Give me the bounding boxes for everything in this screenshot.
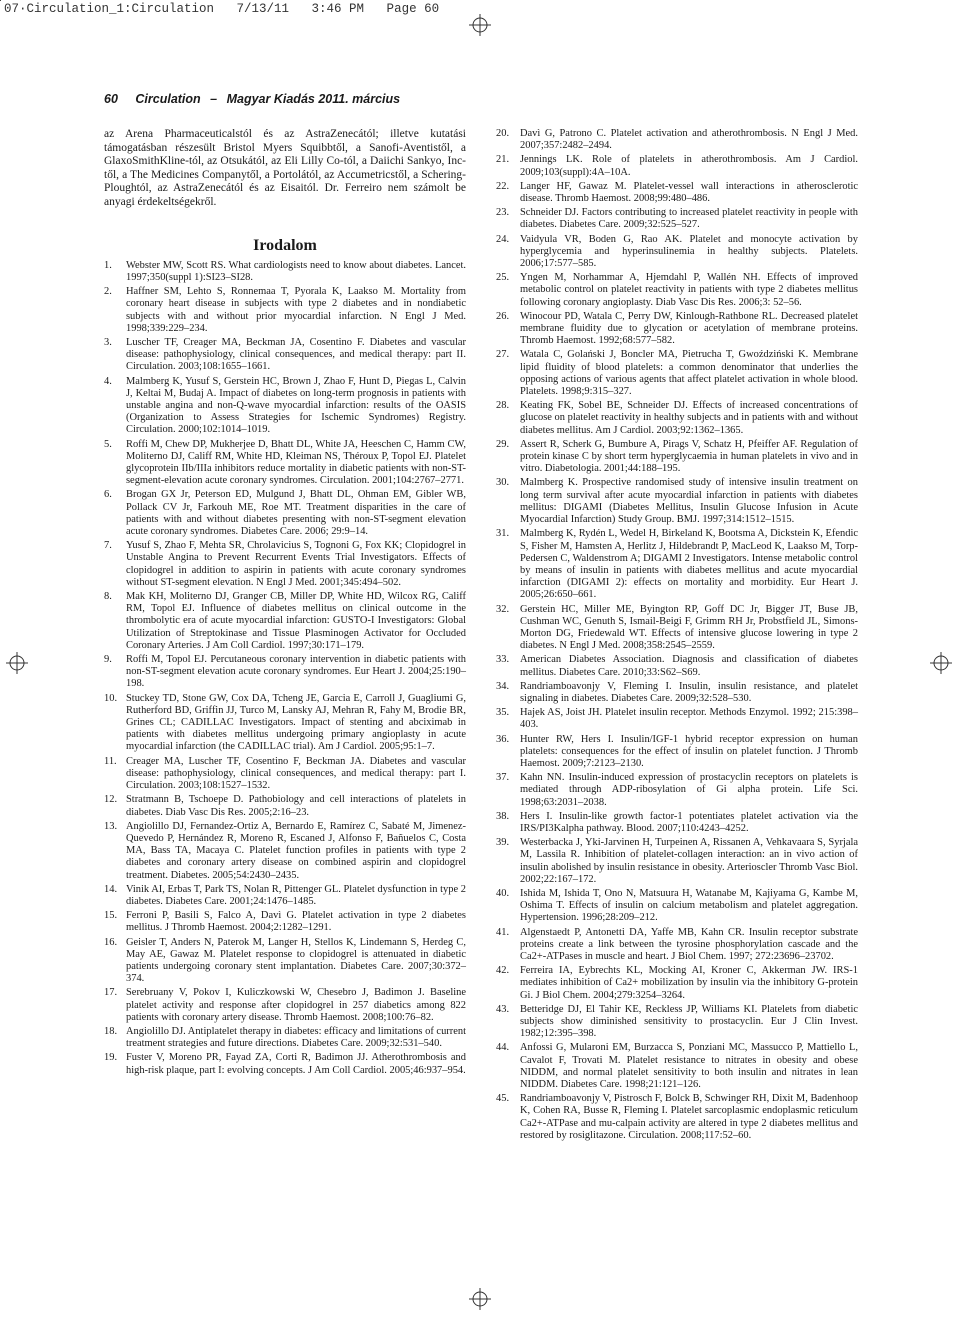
reference-number: 6. <box>104 489 112 501</box>
crop-mark-top-left <box>0 0 1 1</box>
reference-item <box>496 811 858 835</box>
reference-text: Anfossi G, Mularoni EM, Burzacca S, Ponziani MC, Massucco P, Mattiello L, Cavalot F, Trovati M. Platelet resistance to nitrates in obesity and obese NIDDM, and normal platelet sensitivity to both insulin and nitrates in lean NIDDM. Diabetes Care. 1998;21:121–126. <box>520 1042 858 1091</box>
reference-item <box>496 439 858 476</box>
reference-text: Yusuf S, Zhao F, Mehta SR, Chrolavicius S, Tognoni G, Fox KK; Clopidogrel in Unstable Angina to Prevent Recurrent Events Trial Investigators. Effects of clopidogrel in addition to aspirin in patients with acute coronary syndromes without ST-segment elevation. N Engl J Med. 2001;345:494–502. <box>126 540 466 588</box>
reference-number: 1. <box>104 259 112 271</box>
reference-number: 35. <box>496 707 510 719</box>
reference-text: Creager MA, Luscher TF, Cosentino F, Beckman JA. Diabetes and vascular disease: pathophysiology, clinical consequences, and medical therapy: part I. Circulation. 2003;108:1527–1532. <box>126 755 466 792</box>
journal-name: Circulation <box>135 92 201 106</box>
reference-number: 14. <box>104 883 118 895</box>
reference-item <box>496 681 858 705</box>
reference-number: 33. <box>496 654 510 666</box>
header-dash: – <box>210 92 218 106</box>
reference-number: 19. <box>104 1052 118 1064</box>
registration-mark-right <box>930 652 952 674</box>
reference-text: Fuster V, Moreno PR, Fayad ZA, Corti R, Badimon JJ. Atherothrombosis and high-risk plaque, part I: evolving concepts. J Am Coll Cardiol. 2005;46:937–954. <box>126 1052 466 1076</box>
reference-number: 13. <box>104 820 118 832</box>
reference-number: 34. <box>496 680 510 692</box>
reference-number: 43. <box>496 1003 510 1015</box>
reference-text: Hajek AS, Joist JH. Platelet insulin receptor. Methods Enzymol. 1992; 215:398–403. <box>520 707 858 731</box>
reference-item <box>496 528 858 601</box>
reference-item <box>496 272 858 309</box>
reference-number: 42. <box>496 965 510 977</box>
reference-item <box>104 489 466 538</box>
reference-number: 36. <box>496 733 510 745</box>
reference-number: 17. <box>104 987 118 999</box>
reference-item <box>104 821 466 882</box>
reference-item <box>104 376 466 437</box>
reference-item <box>104 910 466 934</box>
reference-text: Algenstaedt P, Antonetti DA, Yaffe MB, Kahn CR. Insulin receptor substrate proteins create a link between the tyrosine phosphorylation cascade and the Ca2+-ATPases in muscle and heart. J Biol Chem. 1997; 272:23696–23702. <box>520 926 858 962</box>
reference-number: 9. <box>104 654 112 666</box>
reference-text: Randriamboavonjy V, Fleming I. Insulin, insulin resistance, and platelet signaling in diabetes. Diabetes Care. 2009;32:528–530. <box>520 680 858 704</box>
reference-number: 24. <box>496 233 510 245</box>
page-number: 60 <box>104 92 118 106</box>
publisher-edition: Magyar Kiadás 2011. március <box>226 92 401 106</box>
reference-number: 8. <box>104 591 112 603</box>
reference-text: Geisler T, Anders N, Paterok M, Langer H, Stellos K, Lindemann S, Herdeg C, May AE, Gawaz M. Platelet response to clopidogrel is attenuated in diabetic patients undergoing coronary stent implantation. Diabetes Care. 2007;30:372–374. <box>126 936 466 985</box>
reference-item <box>104 654 466 691</box>
reference-item <box>104 540 466 589</box>
reference-text: Winocour PD, Watala C, Perry DW, Kinlough-Rathbone RL. Decreased platelet membrane fluidity due to glycation or acetylation of membrane proteins. Thromb Haemost. 1992;68:577–582. <box>520 310 858 347</box>
reference-text: Hers I. Insulin-like growth factor-1 potentiates platelet activation via the IRS/PI3Kalpha pathway. Blood. 2007;110:4243–4252. <box>520 810 858 834</box>
reference-number: 16. <box>104 936 118 948</box>
registration-mark-top <box>469 14 491 36</box>
reference-text: Stuckey TD, Stone GW, Cox DA, Tcheng JE, Garcia E, Carroll J, Guagliumi G, Rutherford BD, Griffin JJ, Turco M, Lansky AJ, Mehran R, Fahy M, Brodie BR, Grines CL; CADILLAC Investigators. Impact of stenting and abciximab in patients with diabetes mellitus undergoing primary angioplasty in acute myocardial infarction (the CADILLAC trial). Am J Cardiol. 2005;95:1–7. <box>126 692 466 753</box>
reference-number: 11. <box>104 755 117 767</box>
reference-text: Jennings LK. Role of platelets in atherothrombosis. Am J Cardiol. 2009;103(suppl):4A–10A. <box>520 154 858 178</box>
reference-item <box>496 400 858 437</box>
reference-item <box>496 654 858 678</box>
reference-text: Kahn NN. Insulin-induced expression of prostacyclin receptors on platelets is mediated through ADP-ribosylation of Gi alpha protein. Life Sci. 1998;63:2031–2038. <box>520 772 858 808</box>
reference-number: 21. <box>496 154 510 166</box>
reference-text: Angiolillo DJ. Antiplatelet therapy in diabetes: efficacy and limitations of current treatment strategies and future directions. Diabetes Care. 2009;32:531–540. <box>126 1025 466 1050</box>
reference-number: 2. <box>104 286 112 298</box>
reference-number: 15. <box>104 910 118 922</box>
reference-number: 5. <box>104 438 112 450</box>
registration-mark-bottom <box>469 1288 491 1310</box>
reference-text: Serebruany V, Pokov I, Kuliczkowski W, Chesebro J, Badimon J. Baseline platelet activity and response after clopidogrel in 257 diabetics among 822 patients with coronary artery disease. Thromb Haemost. 2008;100:76–82. <box>126 987 466 1023</box>
reference-item <box>496 604 858 653</box>
reference-item <box>104 1052 466 1076</box>
reference-item <box>104 756 466 793</box>
reference-item <box>496 888 858 925</box>
reference-text: Vaidyula VR, Boden G, Rao AK. Platelet and monocyte activation by hyperglycemia and hyperinsulinemia in healthy subjects. Platelets. 2006;17:577–585. <box>520 233 858 270</box>
reference-item <box>496 477 858 526</box>
reference-text: Malmberg K, Rydén L, Wedel H, Birkeland K, Bootsma A, Dickstein K, Efendic S, Fisher M, Hamsten A, Herlitz J, Hildebrandt P, MacLeod K, Laakso M, Torp-Pedersen C, Waldenstrom A; DIGAMI 2 Investigators. Intense metabolic control by means of insulin in patients with diabetes mellitus and acute myocardial infarction (DIGAMI 2): effects on mortality and morbidity. Eur Heart J. 2005;26:650–661. <box>520 528 858 601</box>
references-heading: Irodalom <box>253 236 317 254</box>
reference-number: 32. <box>496 603 510 615</box>
reference-item <box>496 207 858 231</box>
reference-item <box>496 128 858 152</box>
reference-text: Webster MW, Scott RS. What cardiologists need to know about diabetes. Lancet. 1997;350(suppl 1):SI23–SI28. <box>126 259 466 283</box>
print-slug: 07·Circulation_1:Circulation 7/13/11 3:46 PM Page 60 <box>4 2 440 16</box>
reference-item <box>496 181 858 205</box>
registration-mark-left <box>6 652 28 674</box>
reference-number: 31. <box>496 528 510 540</box>
reference-item <box>496 1042 858 1091</box>
reference-item <box>496 1093 858 1142</box>
reference-text: Yngen M, Norhammar A, Hjemdahl P, Wallén NH. Effects of improved metabolic control on platelet reactivity in patients with type 2 diabetes mellitus following coronary angioplasty. Diab Vasc Dis Res. 2006;3: 52–56. <box>520 272 858 308</box>
reference-text: Roffi M, Topol EJ. Percutaneous coronary intervention in diabetic patients with non-ST-segment elevation acute coronary syndromes. Eur Heart J. 2004;25:190–198. <box>126 654 466 690</box>
reference-number: 38. <box>496 810 510 822</box>
reference-item <box>104 260 466 284</box>
reference-text: Haffner SM, Lehto S, Ronnemaa T, Pyorala K, Laakso M. Mortality from coronary heart disease in subjects with type 2 diabetes and in nondiabetic subjects with and without prior myocardial infarction. N Engl J Med. 1998;339:229–234. <box>126 286 466 334</box>
reference-item <box>496 707 858 731</box>
reference-number: 22. <box>496 180 510 192</box>
reference-text: Ferroni P, Basili S, Falco A, Davì G. Platelet activation in type 2 diabetes mellitus. J Thromb Haemost. 2004;2:1282–1291. <box>126 910 466 934</box>
reference-number: 4. <box>104 375 112 387</box>
reference-text: Westerbacka J, Yki-Jarvinen H, Turpeinen A, Rissanen A, Vehkavaara S, Syrjala M, Lassila R. Inhibition of platelet-collagen interaction: an in vivo action of insulin abolished by insulin resistance in obesity. Arterioscler Thromb Vasc Biol. 2002;22:167–172. <box>520 837 858 885</box>
reference-text: Mak KH, Moliterno DJ, Granger CB, Miller DP, White HD, Wilcox RG, Califf RM, Topol EJ. Influence of diabetes mellitus on clinical outcome in the thrombolytic era of acute myocardial infarction: GUSTO-I Investigators: Global Utilization of Streptokinase and Tissue Plasminogen Activator for Occluded Coronary Arteries. J Am Coll Cardiol. 1997;30:171–179. <box>126 591 466 651</box>
reference-number: 20. <box>496 128 510 139</box>
reference-item <box>496 349 858 398</box>
reference-text: American Diabetes Association. Diagnosis and classification of diabetes mellitus. Diabetes Care. 2010;33:S62–S69. <box>520 654 858 678</box>
reference-text: Keating FK, Sobel BE, Schneider DJ. Effects of increased concentrations of glucose on platelet reactivity in healthy subjects and in patients with and without diabetes mellitus. Am J Cardiol. 2003;92:1362–1365. <box>520 400 858 436</box>
reference-item <box>496 927 858 964</box>
reference-text: Langer HF, Gawaz M. Platelet-vessel wall interactions in atherosclerotic disease. Thromb Haemost. 2008;99:480–486. <box>520 180 858 205</box>
reference-item <box>104 987 466 1024</box>
reference-item <box>104 693 466 754</box>
reference-number: 44. <box>496 1042 510 1054</box>
left-column <box>104 128 466 1079</box>
reference-item <box>496 1004 858 1041</box>
reference-number: 7. <box>104 540 112 552</box>
reference-text: Ferreira IA, Eybrechts KL, Mocking AI, Kroner C, Akkerman JW. IRS-1 mediates inhibition of Ca2+ mobilization by insulin via the inhibitory G-protein Gi. J Biol Chem. 2004;279:3254–3264. <box>520 965 858 1001</box>
reference-item <box>496 311 858 348</box>
reference-number: 41. <box>496 926 510 938</box>
reference-text: Randriamboavonjy V, Pistrosch F, Bolck B, Schwinger RH, Dixit M, Badenhoop K, Cohen RA, Busse R, Fleming I. Platelet sarcoplasmic endoplasmic reticulum Ca2+-ATPase and mu-calpain activity are altered in type 2 diabetes mellitus and restored by rosiglitazone. Circulation. 2008;117:52–60. <box>520 1093 858 1141</box>
reference-number: 37. <box>496 772 510 784</box>
reference-text: Schneider DJ. Factors contributing to increased platelet reactivity in people with diabetes. Diabetes Care. 2009;32:525–527. <box>520 207 858 231</box>
reference-number: 30. <box>496 477 510 489</box>
disclosure-paragraph: az Arena Pharmaceuticalstól és az AstraZenecától; illetve kutatási támogatásban részesült Bristol Myers Squibbtől, a Sanofi-Aventistől, a GlaxoSmithKline-tól, az Otsukától, az Eli Lilly Co-tól, a Daiichi Sankyo, Inc-től, a The Medicines Companytől, a Portolától, az Accumetricstől, a Schering-Ploughtól, az AstraZenecától és az Eisaitól. Dr. Ferreiro nem számolt be anyagi érdekeltségekről. <box>104 128 466 208</box>
reference-item <box>104 439 466 488</box>
reference-text: Watala C, Golański J, Boncler MA, Pietrucha T, Gwoździński K. Membrane lipid fluidity of blood platelets: a common denominator that underlies the opposing actions of various agents that affect platelet activation in whole blood. Platelets. 1998;9:315–327. <box>520 349 858 398</box>
reference-text: Roffi M, Chew DP, Mukherjee D, Bhatt DL, White JA, Heeschen C, Hamm CW, Moliterno DJ, Califf RM, White HD, Kleiman NS, Théroux P, Topol EJ. Platelet glycoprotein IIb/IIIa inhibitors reduce mortality in diabetic patients with non-ST-segment-elevation acute coronary syndromes. Circulation. 2001;104:2767–2771. <box>126 438 466 487</box>
reference-item <box>104 794 466 818</box>
reference-number: 10. <box>104 692 118 704</box>
reference-number: 25. <box>496 272 510 284</box>
reference-item <box>104 937 466 986</box>
reference-text: Luscher TF, Creager MA, Beckman JA, Cosentino F. Diabetes and vascular disease: pathophysiology, clinical consequences, and medical therapy: part II. Circulation. 2003;108:1655–1661. <box>126 336 466 373</box>
reference-number: 39. <box>496 837 510 849</box>
reference-number: 29. <box>496 438 510 450</box>
reference-text: Angiolillo DJ, Fernandez-Ortiz A, Bernardo E, Ramírez C, Sabaté M, Jimenez-Quevedo P, Hernández R, Moreno R, Escaned J, Alfonso F, Bañuelos C, Costa MA, Bass TA, Macaya C. Platelet function profiles in patients with type 2 diabetes and coronary artery disease on combined aspirin and clopidogrel treatment. Diabetes. 2005;54:2430–2435. <box>126 820 466 881</box>
reference-text: Gerstein HC, Miller ME, Byington RP, Goff DC Jr, Bigger JT, Buse JB, Cushman WC, Genuth S, Ismail-Beigi F, Grimm RH Jr, Probstfield JL, Simons-Morton DG, Friedewald WT. Effects of intensive glucose lowering in type 2 diabetes. N Engl J Med. 2008;358:2545–2559. <box>520 603 858 652</box>
reference-item <box>104 286 466 335</box>
reference-item <box>496 772 858 809</box>
reference-text: Hunter RW, Hers I. Insulin/IGF-1 hybrid receptor expression on human platelets: consequences for the effect of insulin on platelet function. J Thromb Haemost. 2009;7:2123–2130. <box>520 733 858 769</box>
reference-item <box>104 337 466 374</box>
right-column <box>496 128 858 1144</box>
reference-item <box>496 734 858 771</box>
reference-number: 45. <box>496 1093 510 1105</box>
reference-number: 26. <box>496 310 510 322</box>
reference-number: 23. <box>496 207 510 219</box>
reference-text: Davì G, Patrono C. Platelet activation and atherothrombosis. N Engl J Med. 2007;357:2482–2494. <box>520 128 858 152</box>
reference-number: 18. <box>104 1025 118 1037</box>
reference-list-left <box>104 260 466 1077</box>
reference-text: Betteridge DJ, El Tahir KE, Reckless JP, Williams KI. Platelets from diabetic subjects show diminished sensitivity to prostacyclin. Eur J Clin Invest. 1982;12:395–398. <box>520 1003 858 1040</box>
reference-list-right <box>496 128 858 1142</box>
reference-text: Malmberg K, Yusuf S, Gerstein HC, Brown J, Zhao F, Hunt D, Piegas L, Calvin J, Keltai M, Budaj A. Impact of diabetes on long-term prognosis in patients with unstable angina and non-Q-wave myocardial infarction: results of the OASIS (Organization to Assess Strategies for Ischemic Syndromes) Registry. Circulation. 2000;102:1014–1019. <box>126 375 466 436</box>
reference-text: Ishida M, Ishida T, Ono N, Matsuura H, Watanabe M, Kajiyama G, Kambe M, Oshima T. Effects of insulin on calcium metabolism and platelet aggregation. Hypertension. 1996;28:209–212. <box>520 887 858 924</box>
reference-number: 3. <box>104 336 112 348</box>
reference-number: 28. <box>496 400 510 412</box>
reference-text: Brogan GX Jr, Peterson ED, Mulgund J, Bhatt DL, Ohman EM, Gibler WB, Pollack CV Jr, Farkouh ME, Roe MT. Treatment disparities in the care of patients with and without diabetes presenting with non-ST-segment elevation acute coronary syndromes. Diabetes Care. 2006; 29:9–14. <box>126 489 466 538</box>
reference-item <box>496 154 858 178</box>
reference-text: Malmberg K. Prospective randomised study of intensive insulin treatment on long term survival after acute myocardial infarction in patients with diabetes mellitus: DIGAMI (Diabetes Mellitus, Insulin Glucose Infusion in Acute Myocardial Infarction) Study Group. BMJ. 1997;314:1512–1515. <box>520 477 858 526</box>
reference-item <box>496 965 858 1002</box>
reference-item <box>104 884 466 908</box>
reference-number: 12. <box>104 794 118 806</box>
reference-number: 40. <box>496 887 510 899</box>
reference-text: Vinik AI, Erbas T, Park TS, Nolan R, Pittenger GL. Platelet dysfunction in type 2 diabetes. Diabetes Care. 2001;24:1476–1485. <box>126 883 466 907</box>
reference-number: 27. <box>496 349 510 361</box>
reference-item <box>104 591 466 652</box>
reference-item <box>496 837 858 886</box>
reference-text: Stratmann B, Tschoepe D. Pathobiology and cell interactions of platelets in diabetes. Diab Vasc Dis Res. 2005;2:16–23. <box>126 794 466 818</box>
reference-item <box>496 234 858 271</box>
reference-item <box>104 1026 466 1050</box>
reference-text: Assert R, Scherk G, Bumbure A, Pirags V, Schatz H, Pfeiffer AF. Regulation of protein kinase C by short term hyperglycaemia in human platelets in vivo and in vitro. Diabetologia. 2001;44:188–195. <box>520 438 858 475</box>
running-header <box>104 92 400 106</box>
